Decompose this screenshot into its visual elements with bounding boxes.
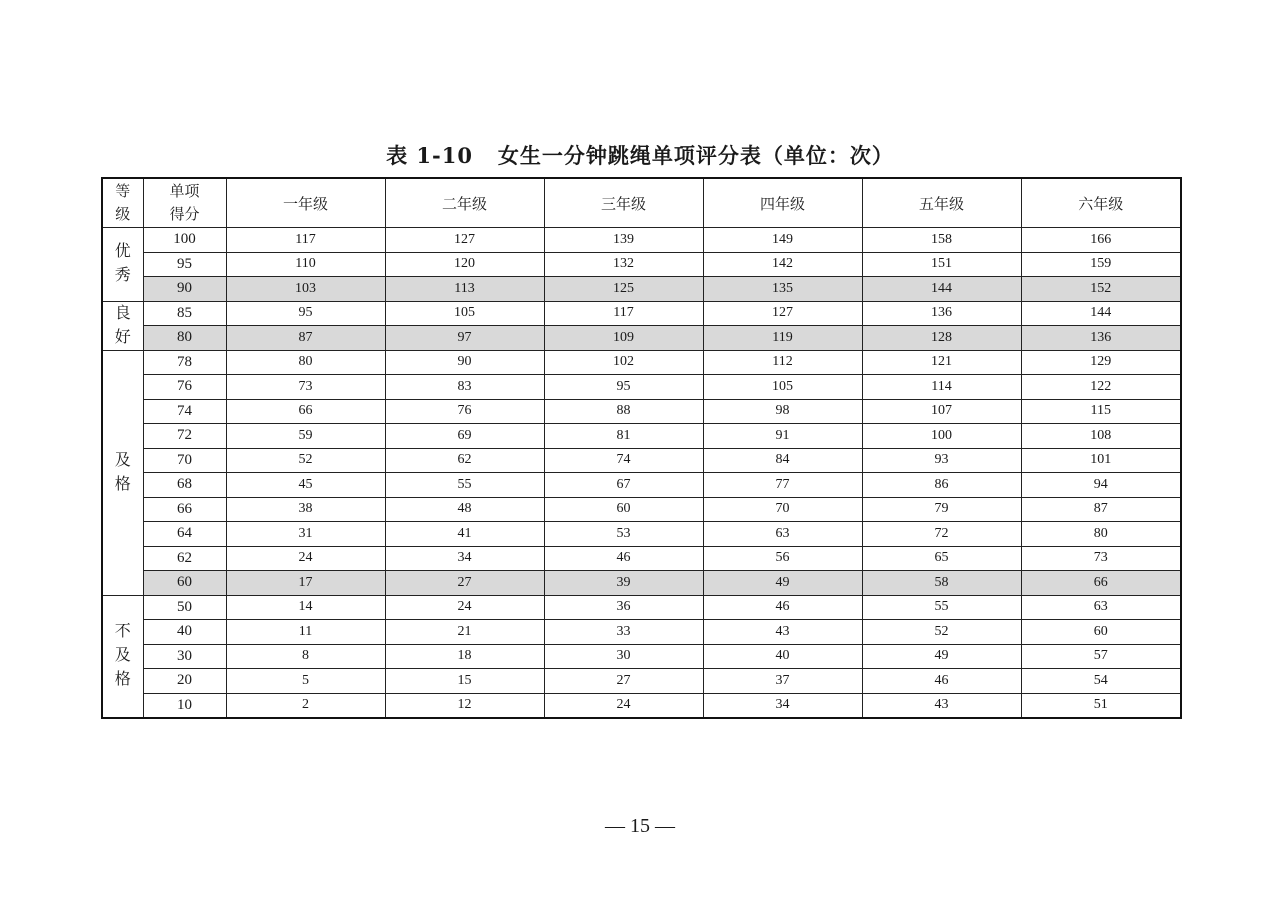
header-grade: 五年级 bbox=[862, 178, 1021, 228]
score-cell: 68 bbox=[143, 473, 226, 498]
value-cell: 27 bbox=[385, 571, 544, 596]
value-cell: 87 bbox=[1021, 497, 1181, 522]
value-cell: 152 bbox=[1021, 277, 1181, 302]
value-cell: 114 bbox=[862, 375, 1021, 400]
value-cell: 81 bbox=[544, 424, 703, 449]
value-cell: 46 bbox=[703, 595, 862, 620]
value-cell: 136 bbox=[1021, 326, 1181, 351]
value-cell: 37 bbox=[703, 669, 862, 694]
value-cell: 91 bbox=[703, 424, 862, 449]
value-cell: 24 bbox=[385, 595, 544, 620]
value-cell: 11 bbox=[226, 620, 385, 645]
value-cell: 80 bbox=[226, 350, 385, 375]
table-row bbox=[102, 522, 1181, 547]
table-row bbox=[102, 693, 1181, 718]
value-cell: 107 bbox=[862, 399, 1021, 424]
header-score: 单项 得分 bbox=[143, 178, 226, 228]
score-cell: 80 bbox=[143, 326, 226, 351]
value-cell: 101 bbox=[1021, 448, 1181, 473]
value-cell: 57 bbox=[1021, 644, 1181, 669]
value-cell: 100 bbox=[862, 424, 1021, 449]
value-cell: 63 bbox=[1021, 595, 1181, 620]
value-cell: 144 bbox=[862, 277, 1021, 302]
value-cell: 48 bbox=[385, 497, 544, 522]
level-cell: 及 格 bbox=[102, 350, 143, 595]
table-row bbox=[102, 473, 1181, 498]
value-cell: 52 bbox=[862, 620, 1021, 645]
value-cell: 66 bbox=[1021, 571, 1181, 596]
score-table-body bbox=[102, 228, 1181, 719]
value-cell: 49 bbox=[703, 571, 862, 596]
value-cell: 74 bbox=[544, 448, 703, 473]
value-cell: 55 bbox=[862, 595, 1021, 620]
value-cell: 53 bbox=[544, 522, 703, 547]
value-cell: 110 bbox=[226, 252, 385, 277]
table-row bbox=[102, 326, 1181, 351]
value-cell: 151 bbox=[862, 252, 1021, 277]
score-cell: 74 bbox=[143, 399, 226, 424]
value-cell: 60 bbox=[544, 497, 703, 522]
value-cell: 90 bbox=[385, 350, 544, 375]
value-cell: 79 bbox=[862, 497, 1021, 522]
value-cell: 43 bbox=[862, 693, 1021, 718]
value-cell: 115 bbox=[1021, 399, 1181, 424]
value-cell: 8 bbox=[226, 644, 385, 669]
value-cell: 56 bbox=[703, 546, 862, 571]
score-cell: 90 bbox=[143, 277, 226, 302]
value-cell: 38 bbox=[226, 497, 385, 522]
value-cell: 24 bbox=[544, 693, 703, 718]
value-cell: 5 bbox=[226, 669, 385, 694]
value-cell: 129 bbox=[1021, 350, 1181, 375]
value-cell: 46 bbox=[544, 546, 703, 571]
score-cell: 40 bbox=[143, 620, 226, 645]
value-cell: 125 bbox=[544, 277, 703, 302]
value-cell: 39 bbox=[544, 571, 703, 596]
header-grade: 一年级 bbox=[226, 178, 385, 228]
value-cell: 46 bbox=[862, 669, 1021, 694]
value-cell: 93 bbox=[862, 448, 1021, 473]
value-cell: 120 bbox=[385, 252, 544, 277]
value-cell: 108 bbox=[1021, 424, 1181, 449]
value-cell: 127 bbox=[385, 228, 544, 253]
value-cell: 60 bbox=[1021, 620, 1181, 645]
value-cell: 86 bbox=[862, 473, 1021, 498]
value-cell: 136 bbox=[862, 301, 1021, 326]
table-row bbox=[102, 669, 1181, 694]
value-cell: 94 bbox=[1021, 473, 1181, 498]
value-cell: 105 bbox=[703, 375, 862, 400]
value-cell: 77 bbox=[703, 473, 862, 498]
table-row bbox=[102, 228, 1181, 253]
value-cell: 70 bbox=[703, 497, 862, 522]
value-cell: 72 bbox=[862, 522, 1021, 547]
score-cell: 62 bbox=[143, 546, 226, 571]
value-cell: 18 bbox=[385, 644, 544, 669]
table-row bbox=[102, 301, 1181, 326]
table-row bbox=[102, 644, 1181, 669]
value-cell: 55 bbox=[385, 473, 544, 498]
header-grade: 六年级 bbox=[1021, 178, 1181, 228]
score-cell: 66 bbox=[143, 497, 226, 522]
value-cell: 112 bbox=[703, 350, 862, 375]
value-cell: 34 bbox=[385, 546, 544, 571]
score-cell: 30 bbox=[143, 644, 226, 669]
value-cell: 117 bbox=[226, 228, 385, 253]
level-cell: 优 秀 bbox=[102, 228, 143, 302]
value-cell: 2 bbox=[226, 693, 385, 718]
value-cell: 122 bbox=[1021, 375, 1181, 400]
value-cell: 80 bbox=[1021, 522, 1181, 547]
table-row bbox=[102, 399, 1181, 424]
header-grade: 三年级 bbox=[544, 178, 703, 228]
value-cell: 21 bbox=[385, 620, 544, 645]
value-cell: 139 bbox=[544, 228, 703, 253]
value-cell: 33 bbox=[544, 620, 703, 645]
value-cell: 127 bbox=[703, 301, 862, 326]
value-cell: 54 bbox=[1021, 669, 1181, 694]
value-cell: 17 bbox=[226, 571, 385, 596]
value-cell: 58 bbox=[862, 571, 1021, 596]
value-cell: 159 bbox=[1021, 252, 1181, 277]
value-cell: 117 bbox=[544, 301, 703, 326]
value-cell: 128 bbox=[862, 326, 1021, 351]
value-cell: 135 bbox=[703, 277, 862, 302]
value-cell: 49 bbox=[862, 644, 1021, 669]
score-cell: 78 bbox=[143, 350, 226, 375]
value-cell: 132 bbox=[544, 252, 703, 277]
value-cell: 166 bbox=[1021, 228, 1181, 253]
value-cell: 113 bbox=[385, 277, 544, 302]
value-cell: 66 bbox=[226, 399, 385, 424]
table-row bbox=[102, 497, 1181, 522]
value-cell: 43 bbox=[703, 620, 862, 645]
value-cell: 144 bbox=[1021, 301, 1181, 326]
table-row bbox=[102, 546, 1181, 571]
value-cell: 73 bbox=[1021, 546, 1181, 571]
value-cell: 12 bbox=[385, 693, 544, 718]
table-row bbox=[102, 595, 1181, 620]
value-cell: 41 bbox=[385, 522, 544, 547]
value-cell: 52 bbox=[226, 448, 385, 473]
value-cell: 121 bbox=[862, 350, 1021, 375]
score-cell: 100 bbox=[143, 228, 226, 253]
value-cell: 51 bbox=[1021, 693, 1181, 718]
value-cell: 84 bbox=[703, 448, 862, 473]
value-cell: 103 bbox=[226, 277, 385, 302]
table-row bbox=[102, 350, 1181, 375]
score-cell: 20 bbox=[143, 669, 226, 694]
value-cell: 69 bbox=[385, 424, 544, 449]
value-cell: 105 bbox=[385, 301, 544, 326]
value-cell: 63 bbox=[703, 522, 862, 547]
score-table bbox=[101, 177, 1182, 719]
score-cell: 95 bbox=[143, 252, 226, 277]
level-cell: 不 及 格 bbox=[102, 595, 143, 718]
header-level: 等 级 bbox=[102, 178, 143, 228]
table-row bbox=[102, 277, 1181, 302]
score-cell: 72 bbox=[143, 424, 226, 449]
value-cell: 149 bbox=[703, 228, 862, 253]
page-number: — 15 — bbox=[605, 815, 675, 837]
value-cell: 34 bbox=[703, 693, 862, 718]
score-cell: 50 bbox=[143, 595, 226, 620]
table-row bbox=[102, 375, 1181, 400]
header-grade: 四年级 bbox=[703, 178, 862, 228]
value-cell: 65 bbox=[862, 546, 1021, 571]
score-cell: 64 bbox=[143, 522, 226, 547]
value-cell: 40 bbox=[703, 644, 862, 669]
table-row bbox=[102, 571, 1181, 596]
value-cell: 59 bbox=[226, 424, 385, 449]
value-cell: 27 bbox=[544, 669, 703, 694]
value-cell: 158 bbox=[862, 228, 1021, 253]
page-title: 表 1-10 女生一分钟跳绳单项评分表（单位：次） bbox=[386, 143, 894, 168]
level-cell: 良 好 bbox=[102, 301, 143, 350]
value-cell: 98 bbox=[703, 399, 862, 424]
table-row bbox=[102, 620, 1181, 645]
score-cell: 60 bbox=[143, 571, 226, 596]
value-cell: 119 bbox=[703, 326, 862, 351]
value-cell: 36 bbox=[544, 595, 703, 620]
header-row bbox=[102, 178, 1181, 228]
value-cell: 15 bbox=[385, 669, 544, 694]
value-cell: 95 bbox=[544, 375, 703, 400]
value-cell: 142 bbox=[703, 252, 862, 277]
value-cell: 88 bbox=[544, 399, 703, 424]
value-cell: 109 bbox=[544, 326, 703, 351]
value-cell: 30 bbox=[544, 644, 703, 669]
header-grade: 二年级 bbox=[385, 178, 544, 228]
value-cell: 83 bbox=[385, 375, 544, 400]
value-cell: 31 bbox=[226, 522, 385, 547]
score-cell: 85 bbox=[143, 301, 226, 326]
score-cell: 76 bbox=[143, 375, 226, 400]
table-row bbox=[102, 448, 1181, 473]
value-cell: 62 bbox=[385, 448, 544, 473]
value-cell: 24 bbox=[226, 546, 385, 571]
value-cell: 95 bbox=[226, 301, 385, 326]
table-row bbox=[102, 252, 1181, 277]
value-cell: 87 bbox=[226, 326, 385, 351]
score-cell: 70 bbox=[143, 448, 226, 473]
score-cell: 10 bbox=[143, 693, 226, 718]
value-cell: 45 bbox=[226, 473, 385, 498]
table-row bbox=[102, 424, 1181, 449]
value-cell: 67 bbox=[544, 473, 703, 498]
value-cell: 76 bbox=[385, 399, 544, 424]
value-cell: 14 bbox=[226, 595, 385, 620]
value-cell: 97 bbox=[385, 326, 544, 351]
value-cell: 102 bbox=[544, 350, 703, 375]
value-cell: 73 bbox=[226, 375, 385, 400]
